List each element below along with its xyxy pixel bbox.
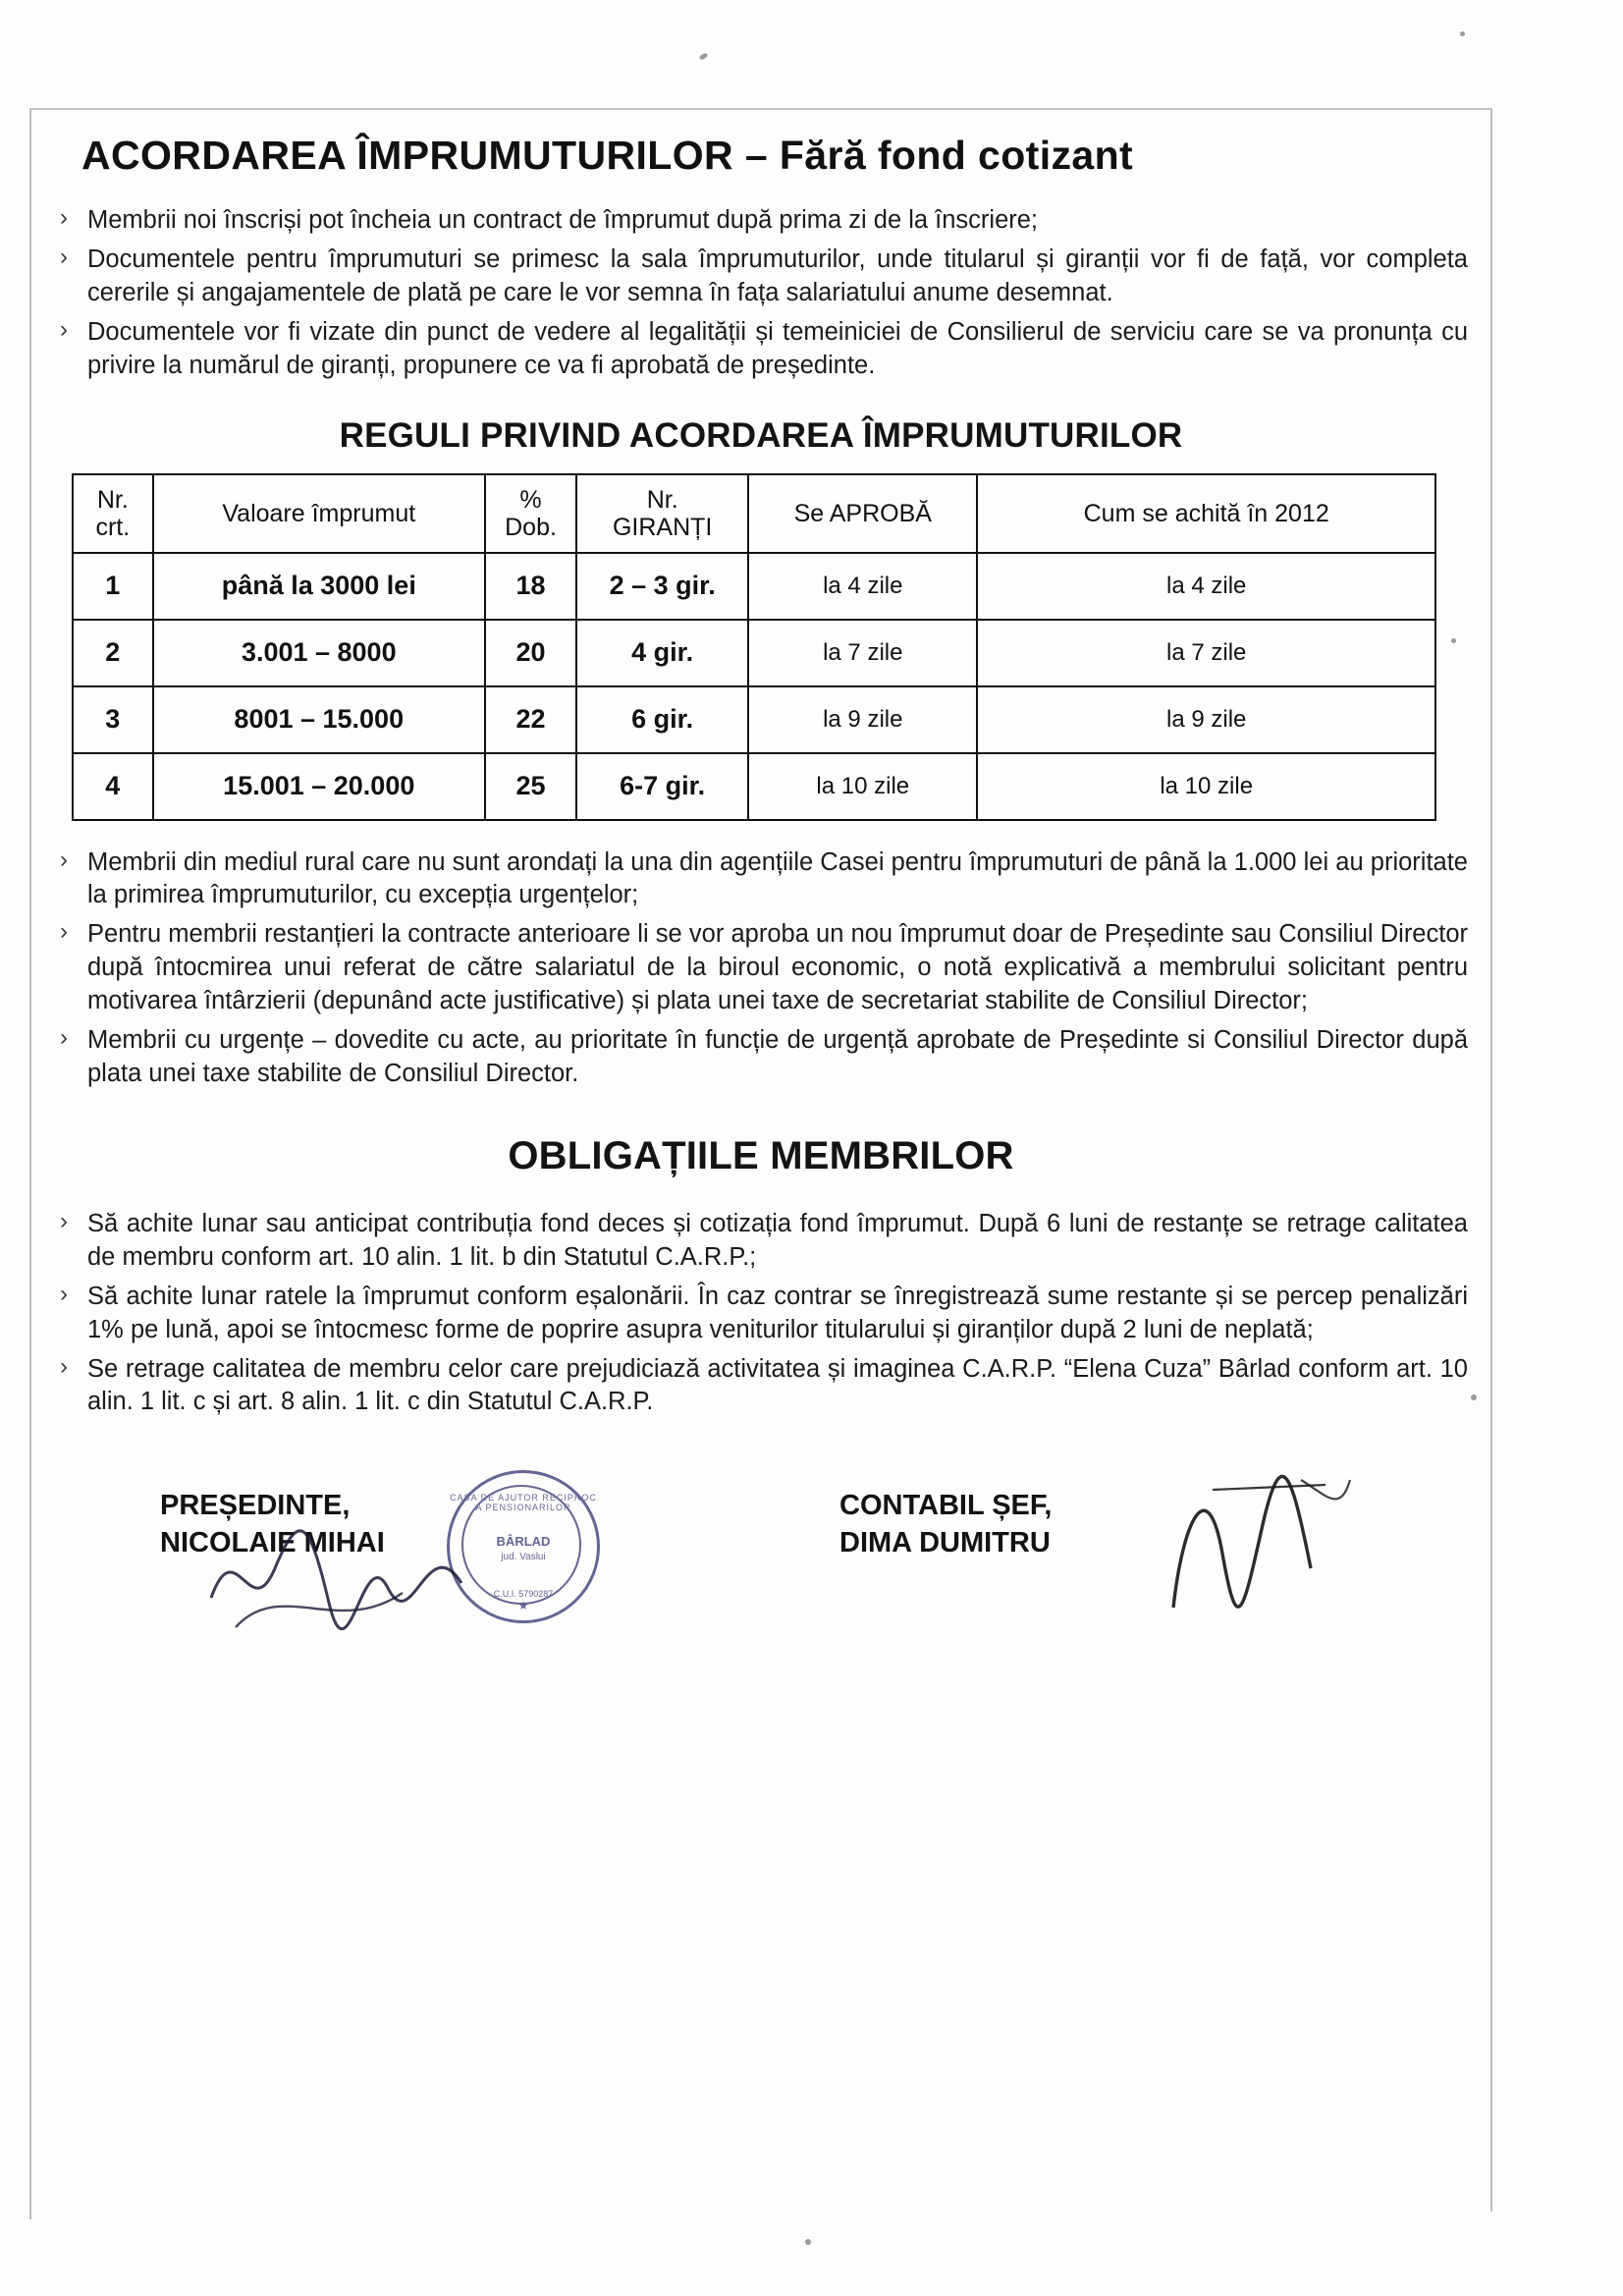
table-row (73, 553, 1435, 620)
cell-giranti: 4 gir. (576, 620, 748, 686)
obligations-section-title: OBLIGAȚIILE MEMBRILOR (508, 1133, 1014, 1177)
chief-accountant-signature (839, 1488, 1052, 1561)
table-row (73, 620, 1435, 686)
cell-aproba: la 9 zile (748, 686, 977, 753)
post-table-bullet-list (54, 847, 1468, 1091)
cell-giranti: 6-7 gir. (576, 753, 748, 820)
scan-speck (805, 2239, 811, 2245)
document-content (54, 133, 1468, 1667)
chief-accountant-handwritten-signature-icon (1154, 1460, 1380, 1637)
list-item: › Membrii cu urgențe – dovedite cu acte, au prioritate în funcție de urgență aprobate de Președinte si Consiliul Director după plata unei taxe stabilite de Consiliul Director. (54, 1024, 1468, 1091)
list-item: › Documentele pentru împrumuturi se primesc la sala împrumuturilor, unde titularul și giranții vor fi de față, vor completa cererile și angajamentele de plată pe care le vor semna în fața salariatului anume desemnat. (54, 244, 1468, 310)
table-header-nr-crt (73, 474, 153, 553)
cell-aproba: la 7 zile (748, 620, 977, 686)
president-role: PREȘEDINTE, (160, 1490, 351, 1522)
loan-rules-table (72, 473, 1436, 821)
president-handwritten-signature-icon (191, 1509, 515, 1647)
list-item: › Membrii noi înscriși pot încheia un contract de împrumut după prima zi de la înscriere; (54, 204, 1468, 238)
scan-edge-top (29, 108, 1492, 110)
page-title: ACORDAREA ÎMPRUMUTURILOR – Fără fond cotizant (81, 133, 1134, 178)
cell-achita: la 10 zile (977, 753, 1435, 820)
cell-giranti: 6 gir. (576, 686, 748, 753)
list-item: › Membrii din mediul rural care nu sunt arondați la una din agențiile Casei pentru împrumuturi de până la 1.000 lei au prioritate la primirea împrumuturilor, cu excepția urgențelor; (54, 847, 1468, 913)
header-nr-line1: Nr. (96, 485, 129, 514)
cell-valoare: 8001 – 15.000 (153, 686, 485, 753)
cell-giranti: 2 – 3 gir. (576, 553, 748, 620)
cell-achita: la 9 zile (977, 686, 1435, 753)
header-dob-line2: Dob. (505, 513, 557, 541)
list-item: › Să achite lunar ratele la împrumut conform eșalonării. În caz contrar se înregistrează sume restante și se percep penalizări 1% pe lună, apoi se întocmesc forme de poprire asupra veniturilor titularului și giranților după 2 luni de neplată; (54, 1281, 1468, 1347)
stamp-top-text: CASA DE AJUTOR RECIPROC A PENSIONARILOR (450, 1493, 597, 1513)
cell-valoare: 3.001 – 8000 (153, 620, 485, 686)
list-item: › Să achite lunar sau anticipat contribuția fond deces și cotizația fond împrumut. După 6 luni de restanțe se retrage calitatea de membru conform art. 10 alin. 1 lit. b din Statutul C.A.R.P.; (54, 1208, 1468, 1275)
header-gir-line1: Nr. (646, 485, 678, 514)
stamp-sub-text: jud. Vaslui (501, 1552, 546, 1563)
list-item: › Se retrage calitatea de membru celor care prejudiciază activitatea și imaginea C.A.R.P. “Elena Cuza” Bârlad conform art. 10 alin. 1 lit. c și art. 8 alin. 1 lit. c din Statutul C.A.R.P. (54, 1353, 1468, 1420)
intro-bullet-list (54, 204, 1468, 383)
cell-nr-crt: 3 (73, 686, 153, 753)
stamp-mid-text: BÂRLAD (496, 1534, 551, 1550)
cell-achita: la 7 zile (977, 620, 1435, 686)
table-header-row (73, 474, 1435, 553)
table-header-dobanda (485, 474, 576, 553)
table-row (73, 686, 1435, 753)
cell-nr-crt: 4 (73, 753, 153, 820)
cell-aproba: la 4 zile (748, 553, 977, 620)
scan-edge-left (29, 108, 31, 2219)
header-dob-line1: % (519, 485, 542, 514)
stamp-bottom-text: C.U.I. 5790287 (493, 1589, 554, 1600)
header-gir-line2: GIRANȚI (612, 513, 713, 541)
cell-achita: la 4 zile (977, 553, 1435, 620)
cell-dobanda: 20 (485, 620, 576, 686)
scan-speck (1471, 1394, 1477, 1400)
list-item: › Pentru membrii restanțieri la contracte anterioare li se vor aproba un nou împrumut doar de Președinte sau Consiliul Director după întocmirea unui referat de către salariatul de la biroul economic, o notă explicativă a membrului solicitant pentru motivarea întârzierii (depunând acte justificative) și plata unei taxe de secretariat stabilite de Consiliul Director; (54, 918, 1468, 1018)
table-header-giranti (576, 474, 748, 553)
signature-block (54, 1470, 1468, 1667)
table-row (73, 753, 1435, 820)
scan-speck (1460, 31, 1465, 36)
obligations-bullet-list (54, 1208, 1468, 1419)
table-header-achita: Cum se achită în 2012 (977, 474, 1435, 553)
cell-nr-crt: 2 (73, 620, 153, 686)
chief-accountant-name: DIMA DUMITRU (839, 1527, 1051, 1558)
stamp-star-icon: ★ (517, 1599, 529, 1613)
cell-valoare: 15.001 – 20.000 (153, 753, 485, 820)
list-item: › Documentele vor fi vizate din punct de vedere al legalității și temeiniciei de Consilierul de serviciu care se va pronunța cu privire la numărul de giranți, propunere ce va fi aprobată de președinte. (54, 316, 1468, 383)
cell-dobanda: 18 (485, 553, 576, 620)
table-header-aproba: Se APROBĂ (748, 474, 977, 553)
cell-aproba: la 10 zile (748, 753, 977, 820)
chief-accountant-role: CONTABIL ȘEF, (839, 1490, 1053, 1522)
scan-edge-right (1490, 110, 1492, 2212)
header-nr-line2: crt. (95, 513, 131, 541)
rules-section-title: REGULI PRIVIND ACORDAREA ÎMPRUMUTURILOR (339, 415, 1183, 455)
cell-dobanda: 22 (485, 686, 576, 753)
cell-nr-crt: 1 (73, 553, 153, 620)
cell-valoare: până la 3000 lei (153, 553, 485, 620)
cell-dobanda: 25 (485, 753, 576, 820)
table-header-valoare: Valoare împrumut (153, 474, 485, 553)
president-name: NICOLAIE MIHAI (160, 1527, 385, 1558)
